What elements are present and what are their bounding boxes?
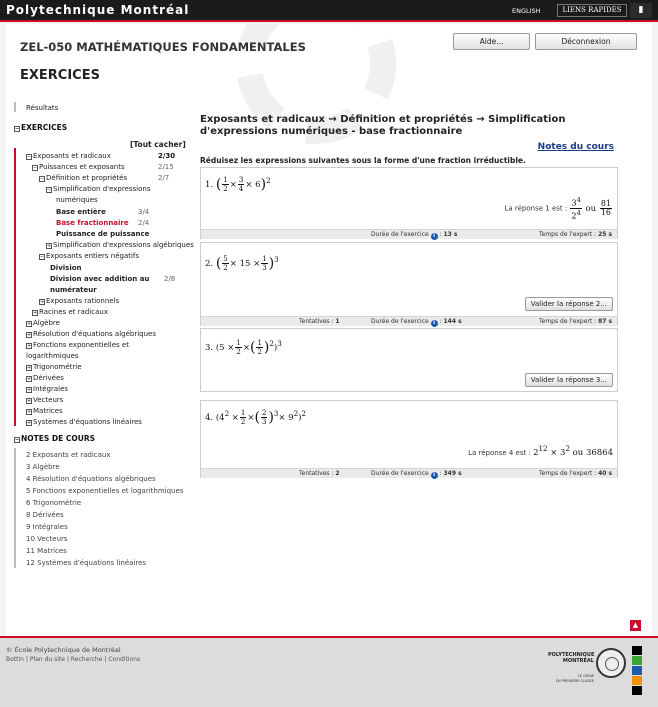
tree-item[interactable]: + Algèbre bbox=[27, 319, 60, 327]
tree-item[interactable]: + Intégrales bbox=[27, 385, 69, 393]
tree-count: 2/7 bbox=[158, 174, 170, 182]
info-icon[interactable]: i bbox=[431, 320, 438, 327]
divider bbox=[14, 102, 16, 112]
sidebar-item-resultats[interactable]: Résultats bbox=[26, 104, 59, 112]
collapse-icon: − bbox=[27, 154, 32, 160]
validate-answer-3-button[interactable]: Valider la réponse 3... bbox=[525, 373, 613, 387]
attempts-value: 2 bbox=[335, 470, 340, 477]
tree-item-continued: logarithmiques bbox=[26, 352, 79, 360]
divider bbox=[14, 448, 16, 568]
expand-icon: + bbox=[27, 409, 32, 415]
color-bar bbox=[632, 646, 642, 655]
attempts-stat bbox=[299, 470, 340, 477]
tree-item[interactable]: − Exposants et radicaux bbox=[27, 152, 111, 160]
expand-icon: + bbox=[27, 321, 32, 327]
exercise-card-3 bbox=[200, 328, 618, 392]
info-icon[interactable]: i bbox=[431, 472, 438, 479]
answer-label: La réponse 4 est : bbox=[468, 448, 531, 457]
color-bar bbox=[632, 676, 642, 685]
exercise-stats bbox=[201, 316, 617, 326]
expert-label: Temps de l'expert : bbox=[539, 470, 597, 477]
active-section-bar bbox=[14, 148, 16, 426]
tree-item[interactable]: + Fonctions exponentielles et bbox=[27, 341, 129, 349]
color-bar bbox=[632, 686, 642, 695]
expert-value: 87 s bbox=[598, 318, 613, 325]
tree-leaf[interactable]: Division avec addition au bbox=[50, 275, 150, 283]
expand-icon: + bbox=[27, 365, 32, 371]
top-bar bbox=[0, 0, 658, 22]
tree-item-continued: numériques bbox=[56, 196, 98, 204]
exercise-answer: La réponse 4 est : $2^{12} \times 3^2$ ou 36864 bbox=[468, 444, 613, 458]
color-bar bbox=[632, 656, 642, 665]
collapse-icon: − bbox=[47, 187, 52, 193]
tree-item[interactable]: − Définition et propriétés bbox=[40, 174, 128, 182]
expand-icon: + bbox=[27, 420, 32, 426]
notes-item[interactable]: 10 Vecteurs bbox=[26, 535, 68, 543]
expand-icon: + bbox=[27, 387, 32, 393]
duration-label: Durée de l'exercice bbox=[371, 470, 429, 477]
validate-answer-2-button[interactable]: Valider la réponse 2... bbox=[525, 297, 613, 311]
exercices-section-header[interactable]: − EXERCICES bbox=[15, 123, 68, 132]
tree-item[interactable]: + Dérivées bbox=[27, 374, 64, 382]
exercise-expression: 2. ( $\frac{5}{2}$ × 15 × $\frac{1}{3}$ )$^3$ bbox=[205, 255, 279, 272]
course-notes-link[interactable]: Notes du cours bbox=[537, 142, 614, 152]
tree-item[interactable]: + Racines et radicaux bbox=[33, 308, 108, 316]
expand-icon: + bbox=[33, 310, 38, 316]
instruction-text: Réduisez les expressions suivantes sous la forme d'une fraction irréductible. bbox=[200, 156, 526, 165]
notes-item[interactable]: 3 Algèbre bbox=[26, 463, 60, 471]
tree-count: 2/4 bbox=[138, 219, 150, 227]
logout-button[interactable]: Déconnexion bbox=[535, 33, 637, 50]
expert-label: Temps de l'expert : bbox=[539, 231, 597, 238]
exercise-number: 2. bbox=[205, 259, 214, 269]
duration-value: 13 s bbox=[443, 231, 458, 238]
exercise-card-2 bbox=[200, 242, 618, 326]
tree-item[interactable]: + Simplification d'expressions algébriques bbox=[47, 241, 194, 249]
page-title: EXERCICES bbox=[20, 68, 100, 83]
expert-stat bbox=[539, 470, 612, 477]
duration-stat: Durée de l'exercice i : 144 s bbox=[371, 318, 462, 326]
exercise-expression: 4. ($4^2$ × $\frac{1}{2}$ ×( $\frac{2}{3}$ )$^3\times 9^2)^2$ bbox=[205, 409, 307, 426]
attempts-stat bbox=[299, 318, 340, 325]
collapse-icon: − bbox=[15, 437, 20, 443]
expert-stat bbox=[539, 231, 612, 238]
tree-leaf-current[interactable]: Base fractionnaire bbox=[56, 219, 129, 227]
exercise-answer: La réponse 1 est : $\frac{3^4}{2^4}$ ou $\frac{81}{16}$ bbox=[504, 196, 611, 221]
collapse-icon: − bbox=[15, 126, 20, 132]
collapse-icon: − bbox=[33, 165, 38, 171]
footer-link-bottin[interactable]: Bottin bbox=[6, 656, 24, 663]
notes-item[interactable]: 11 Matrices bbox=[26, 547, 67, 555]
expand-icon: + bbox=[27, 343, 32, 349]
notes-item[interactable]: 4 Résolution d'équations algébriques bbox=[26, 475, 156, 483]
exercise-stats bbox=[201, 468, 617, 478]
tree-item[interactable]: + Vecteurs bbox=[27, 396, 64, 404]
copyright: © École Polytechnique de Montréal bbox=[6, 646, 121, 654]
language-link[interactable]: ENGLISH bbox=[512, 7, 541, 15]
course-title: ZEL-050 MATHÉMATIQUES FONDAMENTALES bbox=[20, 40, 306, 54]
tree-leaf[interactable]: Puissance de puissance bbox=[56, 230, 150, 238]
collapse-icon: − bbox=[40, 176, 45, 182]
notes-item[interactable]: 5 Fonctions exponentielles et logarithmiques bbox=[26, 487, 184, 495]
expert-value: 25 s bbox=[598, 231, 613, 238]
expert-label: Temps de l'expert : bbox=[539, 318, 597, 325]
footer-link-recherche[interactable]: Recherche bbox=[70, 656, 103, 663]
exercise-stats bbox=[201, 229, 617, 239]
help-button[interactable]: Aide... bbox=[453, 33, 530, 50]
answer-tail: ou 36864 bbox=[572, 447, 613, 458]
exercise-number: 3. bbox=[205, 343, 214, 353]
brand-logo[interactable]: Polytechnique Montréal bbox=[6, 3, 190, 17]
footer-link-conditions[interactable]: Conditions bbox=[108, 656, 141, 663]
tree-item[interactable]: − Exposants entiers négatifs bbox=[40, 252, 140, 260]
duration-value: 144 s bbox=[443, 318, 462, 325]
tree-count: 2/15 bbox=[158, 163, 174, 171]
hide-all-link[interactable]: [Tout cacher] bbox=[130, 140, 186, 149]
menu-icon[interactable]: ▮ bbox=[630, 3, 652, 18]
notes-item[interactable]: 8 Dérivées bbox=[26, 511, 64, 519]
school-seal-icon bbox=[596, 648, 626, 678]
duration-label: Durée de l'exercice bbox=[371, 231, 429, 238]
scroll-to-top-icon[interactable]: ▲ bbox=[630, 620, 641, 631]
footer-tagline: LE GÉNIE EN PREMIÈRE CLASSE bbox=[555, 674, 594, 683]
expand-icon: + bbox=[27, 376, 32, 382]
expand-icon: + bbox=[47, 243, 52, 249]
duration-label: Durée de l'exercice bbox=[371, 318, 429, 325]
quick-links-button[interactable]: LIENS RAPIDES bbox=[557, 4, 627, 17]
tree-item[interactable]: − Puissances et exposants bbox=[33, 163, 125, 171]
exercise-expression: 3. (5 × $\frac{1}{2}$ ×( $\frac{1}{2}$ )$^2$)$^3$ bbox=[205, 339, 282, 356]
tree-leaf[interactable]: Division bbox=[50, 264, 82, 272]
main-panel bbox=[6, 24, 652, 636]
duration-value: 349 s bbox=[443, 470, 462, 477]
exercise-card-1 bbox=[200, 167, 618, 239]
expand-icon: + bbox=[27, 332, 32, 338]
notes-item[interactable]: 12 Systèmes d'équations linéaires bbox=[26, 559, 147, 567]
tree-leaf[interactable]: Base entière bbox=[56, 208, 106, 216]
tree-count: 2/30 bbox=[158, 152, 176, 160]
info-icon[interactable]: i bbox=[431, 233, 438, 240]
exercise-number: 4. bbox=[205, 413, 214, 423]
tree-item[interactable]: + Trigonométrie bbox=[27, 363, 82, 371]
duration-stat: Durée de l'exercice i : 349 s bbox=[371, 470, 462, 478]
tree-item[interactable]: + Systèmes d'équations linéaires bbox=[27, 418, 142, 426]
tree-item[interactable]: + Exposants rationnels bbox=[40, 297, 120, 305]
exercise-title: Exposants et radicaux → Définition et propriétés → Simplification d'expressions numériques - base fractionnaire bbox=[200, 114, 566, 137]
expand-icon: + bbox=[27, 398, 32, 404]
exercise-card-4 bbox=[200, 400, 618, 478]
footer-links: Bottin | Plan du site | Recherche | Conditions bbox=[6, 656, 141, 663]
footer-logo-text: POLYTECHNIQUE MONTRÉAL bbox=[548, 652, 595, 664]
notes-item[interactable]: 9 Intégrales bbox=[26, 523, 68, 531]
exercise-number: 1. bbox=[205, 180, 214, 190]
notes-item[interactable]: 2 Exposants et radicaux bbox=[26, 451, 111, 459]
tree-item-continued: numérateur bbox=[50, 286, 97, 294]
duration-stat: Durée de l'exercice i : 13 s bbox=[371, 231, 458, 239]
color-bar bbox=[632, 666, 642, 675]
expand-icon: + bbox=[40, 299, 45, 305]
tree-count: 3/4 bbox=[138, 208, 150, 216]
notes-section-header[interactable]: − NOTES DE COURS bbox=[15, 434, 96, 443]
tree-count: 2/8 bbox=[164, 275, 176, 283]
tree-item[interactable]: + Matrices bbox=[27, 407, 63, 415]
footer-link-plan[interactable]: Plan du site bbox=[29, 656, 65, 663]
expert-stat bbox=[539, 318, 612, 325]
attempts-value: 1 bbox=[335, 318, 340, 325]
attempts-label: Tentatives : bbox=[299, 470, 334, 477]
expert-value: 40 s bbox=[598, 470, 613, 477]
answer-label: La réponse 1 est : bbox=[504, 204, 568, 213]
notes-item[interactable]: 6 Trigonométrie bbox=[26, 499, 82, 507]
exercise-expression: 1. ( $\frac{1}{2}$ × $\frac{3}{4}$ × 6)$^2$ bbox=[205, 176, 271, 193]
footer bbox=[0, 636, 658, 707]
tree-item[interactable]: − Simplification d'expressions bbox=[47, 185, 151, 193]
collapse-icon: − bbox=[40, 254, 45, 260]
attempts-label: Tentatives : bbox=[299, 318, 334, 325]
tree-item[interactable]: + Résolution d'équations algébriques bbox=[27, 330, 157, 338]
